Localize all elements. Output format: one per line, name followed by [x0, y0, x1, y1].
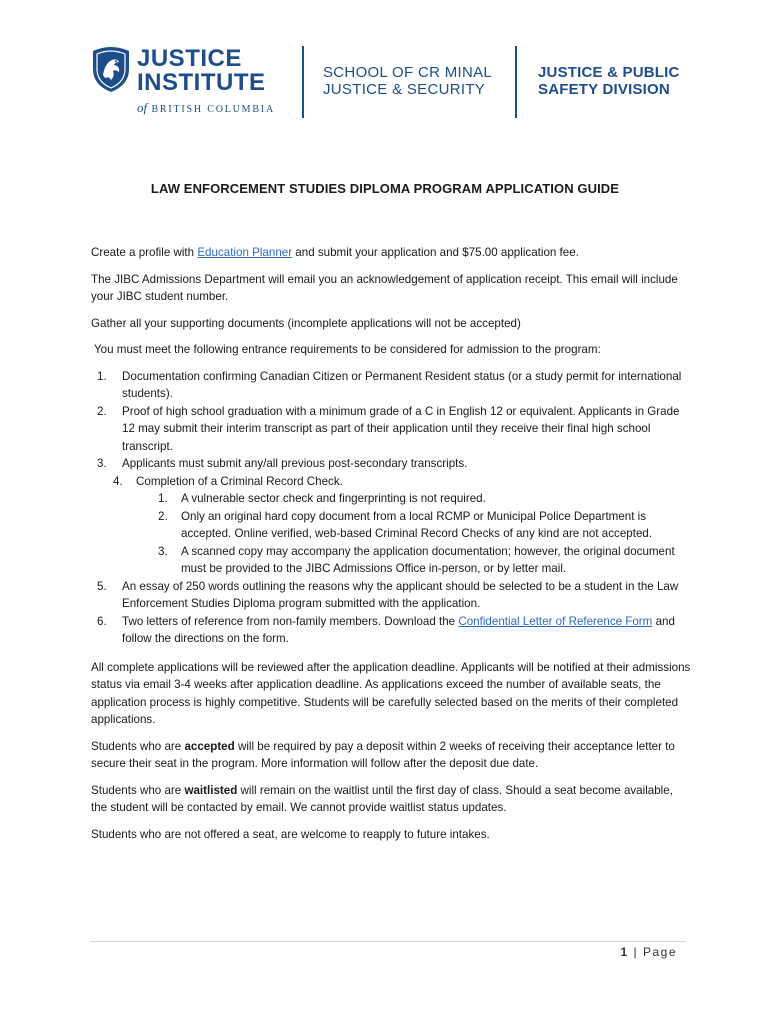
school-name: SCHOOL OF CR MINAL JUSTICE & SECURITY	[323, 64, 493, 98]
paragraph-create-profile: Create a profile with Education Planner and submit your application and $75.00 application fee.	[91, 246, 579, 259]
document-title: LAW ENFORCEMENT STUDIES DIPLOMA PROGRAM APPLICATION GUIDE	[150, 181, 620, 196]
paragraph-acknowledgement: The JIBC Admissions Department will email you an acknowledgement of application receipt. This email will include your JIBC student number.	[91, 272, 678, 303]
document-header	[0, 0, 770, 130]
list-item: 2. Only an original hard copy document from a local RCMP or Municipal Police Department is accepted. Online verified, web-based Criminal Record Checks of any kind are not accepted.	[158, 509, 653, 540]
list-item: 1. Documentation confirming Canadian Citizen or Permanent Resident status (or a study permit for international students).	[97, 369, 682, 400]
criminal-record-check-sublist	[91, 490, 691, 578]
list-item: 3. A scanned copy may accompany the application documentation; however, the original document must be provided to the JIBC Admissions Office in-person, or by letter mail.	[158, 544, 675, 575]
paragraph-reapply: Students who are not offered a seat, are welcome to reapply to future intakes.	[91, 827, 490, 841]
shield-crest-icon	[90, 45, 132, 93]
reference-form-link[interactable]: Confidential Letter of Reference Form	[458, 614, 653, 628]
list-item: 5. An essay of 250 words outlining the reasons why the applicant should be selected to be a student in the Law Enforcement Studies Diploma program submitted with the application.	[97, 579, 679, 610]
list-item: 6. Two letters of reference from non-family members. Download the Confidential Letter of Reference Form and follow the directions on the form.	[97, 614, 675, 645]
logo-institute-text: INSTITUTE	[137, 69, 266, 96]
paragraph-gather-documents: Gather all your supporting documents (incomplete applications will not be accepted)	[91, 316, 521, 330]
list-item: 3. Applicants must submit any/all previous post-secondary transcripts.	[97, 457, 468, 470]
jibc-logo	[90, 45, 290, 120]
paragraph-waitlisted: Students who are waitlisted will remain on the waitlist until the first day of class. Should a seat become available, the student will be contacted by email. We cannot provide waitlist status updates.	[91, 783, 673, 814]
requirements-list	[91, 368, 691, 648]
list-item: 4. Completion of a Criminal Record Check. 1. A vulnerable sector check and fingerprinting is not required. 2. Only an original hard copy document from a local RCMP or Municipal Police Department is accepted. Online verified, web-based Criminal Record Checks of any kind are not accepted. 3. A scanned copy may accompany the application documentation; however, the original document must be provided to the JIBC Admissions Office in-person, or by letter mail.	[91, 473, 691, 578]
logo-subtitle: of BRITISH COLUMBIA	[137, 100, 275, 115]
education-planner-link[interactable]: Education Planner	[197, 246, 293, 259]
list-item: 2. Proof of high school graduation with a minimum grade of a C in English 12 or equivalent. Applicants in Grade 12 may submit their interim transcript as part of their application until they receive their final high school transcript.	[97, 404, 680, 453]
paragraph-accepted: Students who are accepted will be required by pay a deposit within 2 weeks of receiving their acceptance letter to secure their seat in the program. More information will follow after the deposit due date.	[91, 739, 675, 770]
header-divider	[302, 46, 304, 118]
division-name: JUSTICE & PUBLIC SAFETY DIVISION	[538, 64, 680, 98]
paragraph-entrance-requirements: You must meet the following entrance requirements to be considered for admission to the program:	[94, 343, 601, 356]
paragraph-review: All complete applications will be reviewed after the application deadline. Applicants will be notified at their admissions status via email 3-4 weeks after application deadline. As applications exceed the number of available seats, the application process is highly competitive. Students will be carefully selected based on the merits of their completed applications.	[91, 660, 691, 726]
header-divider	[515, 46, 517, 118]
page-number: 1 | Page	[620, 945, 677, 959]
document-body	[91, 244, 691, 852]
footer-divider	[90, 941, 686, 942]
list-item: 1. A vulnerable sector check and fingerprinting is not required.	[158, 492, 486, 505]
logo-justice-text: JUSTICE	[137, 45, 242, 72]
